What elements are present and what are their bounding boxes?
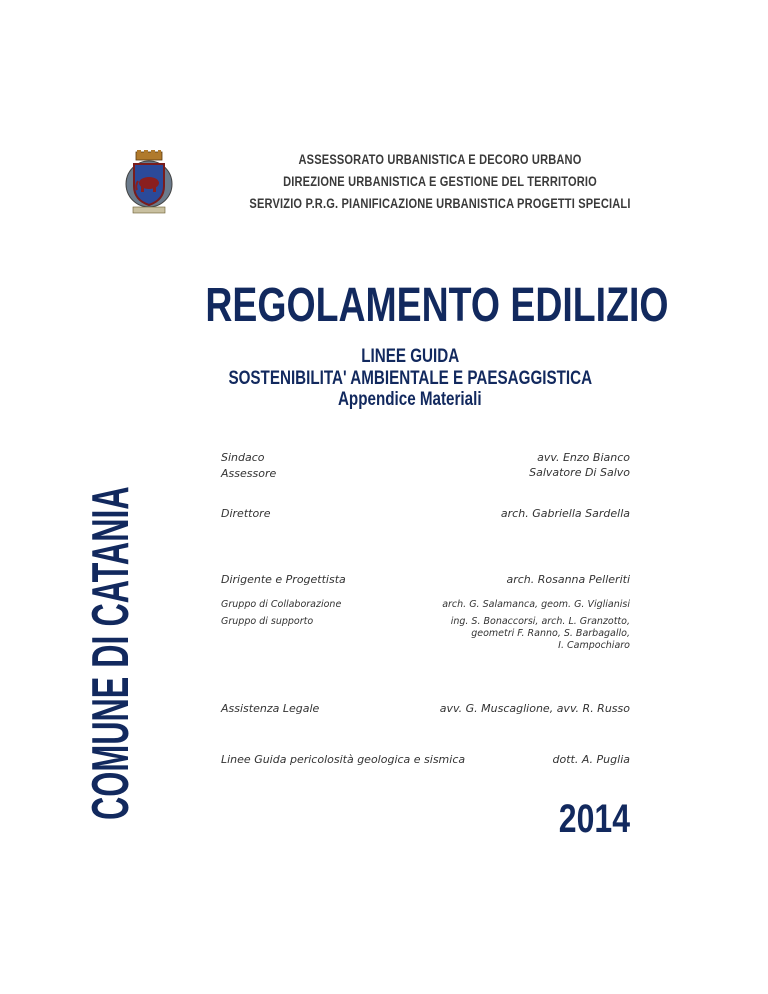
side-title-comune-di-catania: COMUNE DI CATANIA	[82, 486, 140, 820]
supporto-names-line1: ing. S. Bonaccorsi, arch. L. Granzotto,	[450, 616, 630, 627]
supporto-names-line2: geometri F. Ranno, S. Barbagallo,	[471, 628, 630, 639]
dirigente-label: Dirigente e Progettista	[221, 573, 346, 586]
subtitle-appendice: Appendice Materiali	[338, 389, 482, 410]
assistenza-legale-names: avv. G. Muscaglione, avv. R. Russo	[439, 702, 630, 715]
dirigente-name: arch. Rosanna Pelleriti	[506, 573, 630, 586]
subtitle-sostenibilita: SOSTENIBILITA' AMBIENTALE E PAESAGGISTICA	[228, 368, 592, 389]
subtitle-linee-guida: LINEE GUIDA	[361, 346, 459, 367]
sindaco-name: avv. Enzo Bianco	[537, 451, 630, 464]
sindaco-label: Sindaco	[221, 451, 265, 464]
supporto-names-line3: I. Campochiaro	[558, 640, 630, 651]
document-title: REGOLAMENTO EDILIZIO	[205, 279, 669, 332]
catania-coat-of-arms-icon	[124, 150, 174, 216]
direttore-name: arch. Gabriella Sardella	[500, 507, 630, 520]
collaborazione-label: Gruppo di Collaborazione	[221, 599, 342, 610]
document-year: 2014	[558, 797, 630, 841]
linee-guida-geologica-label: Linee Guida pericolosità geologica e sismica	[221, 753, 466, 766]
header-servizio: SERVIZIO P.R.G. PIANIFICAZIONE URBANISTICA PROGETTI SPECIALI	[249, 196, 631, 211]
assistenza-legale-label: Assistenza Legale	[221, 702, 320, 715]
collaborazione-names: arch. G. Salamanca, geom. G. Viglianisi	[442, 599, 630, 610]
linee-guida-geologica-name: dott. A. Puglia	[552, 753, 630, 766]
assessore-name: Salvatore Di Salvo	[529, 466, 630, 479]
direttore-label: Direttore	[221, 507, 271, 520]
supporto-label: Gruppo di supporto	[221, 616, 314, 627]
header-assessorato: ASSESSORATO URBANISTICA E DECORO URBANO	[298, 152, 582, 167]
assessore-label: Assessore	[221, 467, 277, 480]
header-direzione: DIREZIONE URBANISTICA E GESTIONE DEL TERRITORIO	[283, 174, 597, 189]
